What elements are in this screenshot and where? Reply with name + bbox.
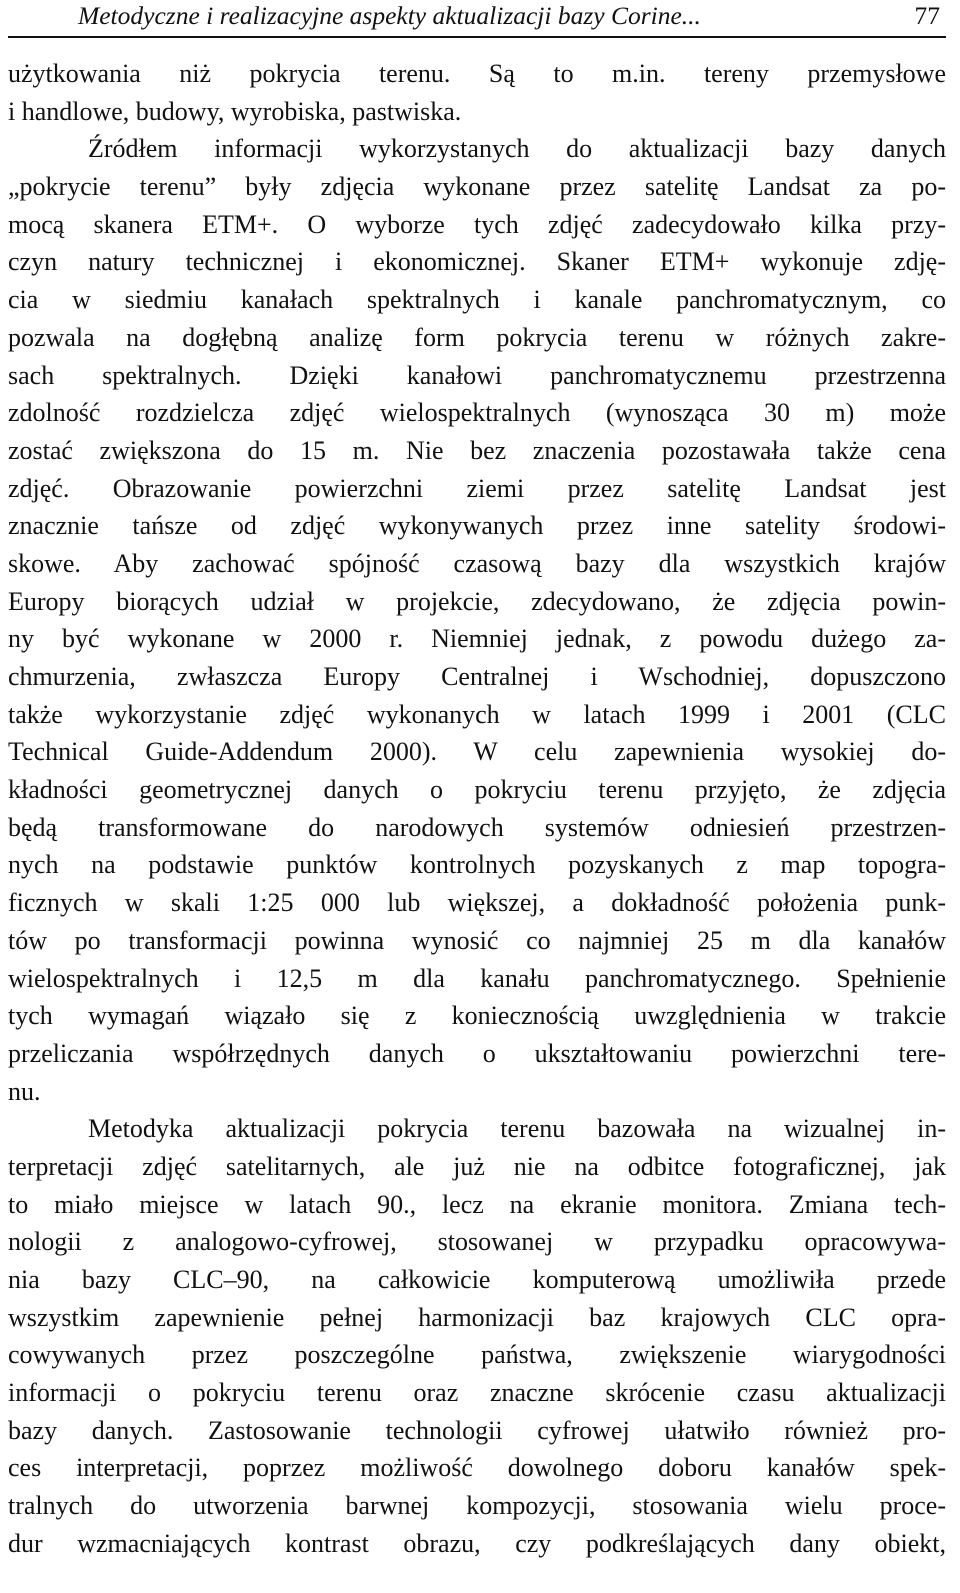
text-line: pozwala na dogłębną analizę form pokrycia terenu w różnych zakre- — [8, 322, 946, 352]
text-line: Źródłem informacji wykorzystanych do aktualizacji bazy danych — [88, 134, 946, 164]
text-line: ny być wykonane w 2000 r. Niemniej jednak, z powodu dużego za- — [8, 624, 946, 654]
page-number: 77 — [914, 1, 940, 30]
text-line: czyn natury technicznej i ekonomicznej. Skaner ETM+ wykonuje zdję- — [8, 247, 946, 277]
text-line: bazy danych. Zastosowanie technologii cyfrowej ułatwiło również pro- — [8, 1415, 946, 1445]
text-line: tych wymagań wiązało się z koniecznością uwzględnienia w trakcie — [8, 1001, 946, 1031]
text-line: użytkowania niż pokrycia terenu. Są to m.in. tereny przemysłowe — [8, 59, 946, 88]
text-line: nu. — [8, 1076, 41, 1106]
text-line: informacji o pokryciu terenu oraz znaczne skrócenie czasu aktualizacji — [8, 1378, 946, 1408]
text-line: sach spektralnych. Dzięki kanałowi panchromatycznemu przestrzenna — [8, 360, 946, 390]
text-line: wielospektralnych i 12,5 m dla kanału panchromatycznego. Spełnienie — [8, 963, 946, 993]
text-line: zostać zwiększona do 15 m. Nie bez znaczenia pozostawała także cena — [8, 435, 946, 465]
text-line: „pokrycie terenu” były zdjęcia wykonane przez satelitę Landsat za po- — [8, 172, 946, 202]
text-line: nologii z analogowo-cyfrowej, stosowanej w przypadku opracowywa- — [8, 1227, 946, 1257]
text-line: także wykorzystanie zdjęć wykonanych w latach 1999 i 2001 (CLC — [8, 699, 946, 729]
text-line: nych na podstawie punktów kontrolnych pozyskanych z map topogra- — [8, 850, 946, 880]
text-line: cowywanych przez poszczególne państwa, zwiększenie wiarygodności — [8, 1340, 946, 1370]
text-line: to miało miejsce w latach 90., lecz na ekranie monitora. Zmiana tech- — [8, 1189, 946, 1219]
text-line: skowe. Aby zachować spójność czasową bazy dla wszystkich krajów — [8, 548, 946, 578]
text-line: cia w siedmiu kanałach spektralnych i kanale panchromatycznym, co — [8, 285, 946, 315]
text-line: tralnych do utworzenia barwnej kompozycji, stosowania wielu proce- — [8, 1491, 946, 1521]
text-line: Metodyka aktualizacji pokrycia terenu bazowała na wizualnej in- — [88, 1114, 946, 1144]
text-line: znacznie tańsze od zdjęć wykonywanych przez inne satelity środowi- — [8, 511, 946, 541]
text-line: Europy biorących udział w projekcie, zdecydowano, że zdjęcia powin- — [8, 586, 946, 616]
text-line: tów po transformacji powinna wynosić co najmniej 25 m dla kanałów — [8, 925, 946, 955]
text-line: ficznych w skali 1:25 000 lub większej, a dokładność położenia punk- — [8, 888, 946, 918]
text-line: i handlowe, budowy, wyrobiska, pastwiska. — [8, 96, 462, 126]
text-line: będą transformowane do narodowych systemów odniesień przestrzen- — [8, 812, 946, 842]
text-line: zdolność rozdzielcza zdjęć wielospektralnych (wynosząca 30 m) może — [8, 398, 946, 428]
text-line: dur wzmacniających kontrast obrazu, czy podkreślających dany obiekt, — [8, 1528, 946, 1558]
running-title: Metodyczne i realizacyjne aspekty aktualizacji bazy Corine... — [78, 1, 701, 30]
text-line: chmurzenia, zwłaszcza Europy Centralnej i Wschodniej, dopuszczono — [8, 662, 946, 691]
text-line: terpretacji zdjęć satelitarnych, ale już nie na odbitce fotograficznej, jak — [8, 1151, 946, 1181]
text-line: mocą skanera ETM+. O wyborze tych zdjęć zadecydowało kilka przy- — [8, 209, 946, 239]
text-line: ces interpretacji, poprzez możliwość dowolnego doboru kanałów spek- — [8, 1453, 946, 1483]
text-line: wszystkim zapewnienie pełnej harmonizacji baz krajowych CLC opra- — [8, 1302, 946, 1332]
body-text — [8, 55, 946, 1563]
text-line: nia bazy CLC–90, na całkowicie komputerową umożliwiła przede — [8, 1265, 946, 1294]
text-line: kładności geometrycznej danych o pokryciu terenu przyjęto, że zdjęcia — [8, 775, 946, 805]
text-line: Technical Guide-Addendum 2000). W celu zapewnienia wysokiej do- — [8, 737, 946, 767]
text-line: zdjęć. Obrazowanie powierzchni ziemi przez satelitę Landsat jest — [8, 473, 946, 503]
running-header — [8, 0, 946, 38]
text-line: przeliczania współrzędnych danych o ukształtowaniu powierzchni tere- — [8, 1038, 946, 1068]
